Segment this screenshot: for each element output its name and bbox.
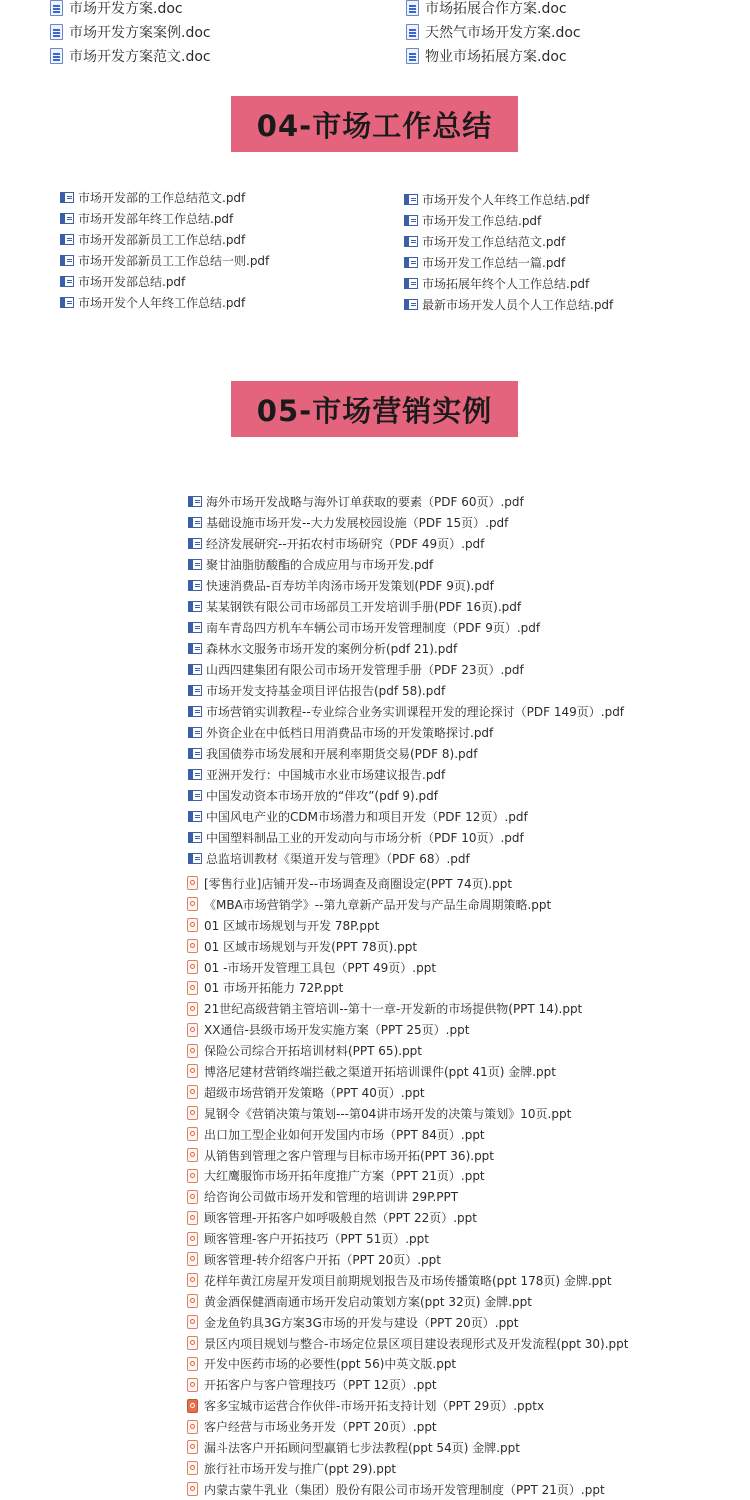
pdf-file-icon <box>188 664 202 675</box>
pptx-file-icon <box>187 1399 198 1413</box>
word-doc-icon <box>50 24 63 40</box>
pdf-file-item[interactable]: 中国塑料制品工业的开发动向与市场分析（PDF 10页）.pdf <box>188 827 624 848</box>
ppt-file-icon <box>187 981 198 995</box>
ppt-file-icon <box>187 1044 198 1058</box>
ppt-file-item[interactable]: 客户经营与市场业务开发（PPT 20页）.ppt <box>187 1416 628 1437</box>
ppt-file-item[interactable]: 给咨询公司做市场开发和管理的培训讲 29P.PPT <box>187 1186 628 1207</box>
word-doc-icon <box>50 0 63 16</box>
ppt-file-item[interactable]: 顾客管理-转介绍客户开拓（PPT 20页）.ppt <box>187 1249 628 1270</box>
pdf-file-item[interactable]: 中国风电产业的CDM市场潜力和项目开发（PDF 12页）.pdf <box>188 806 624 827</box>
pdf-file-item[interactable]: 最新市场开发人员个人工作总结.pdf <box>404 294 613 315</box>
pdf-file-item[interactable]: 海外市场开发战略与海外订单获取的要素（PDF 60页）.pdf <box>188 491 624 512</box>
pdf-file-icon <box>60 213 74 224</box>
pdf-file-icon <box>404 194 418 205</box>
ppt-file-item[interactable]: 黄金酒保健酒南通市场开发启动策划方案(ppt 32页) 金牌.ppt <box>187 1291 628 1312</box>
pdf-file-item[interactable]: 山西四建集团有限公司市场开发管理手册（PDF 23页）.pdf <box>188 659 624 680</box>
pdf-file-item[interactable]: 总监培训教材《渠道开发与管理》（PDF 68）.pdf <box>188 848 624 869</box>
ppt-file-item[interactable]: 内蒙古蒙牛乳业（集团）股份有限公司市场开发管理制度（PPT 21页）.ppt <box>187 1479 628 1500</box>
doc-file-item[interactable]: 市场拓展合作方案.doc <box>406 0 581 20</box>
pdf-file-item[interactable]: 我国债券市场发展和开展利率期货交易(PDF 8).pdf <box>188 743 624 764</box>
ppt-file-icon <box>187 1252 198 1266</box>
pdf-file-item[interactable]: 亚洲开发行：中国城市水业市场建议报告.pdf <box>188 764 624 785</box>
doc-file-item[interactable]: 市场开发方案案例.doc <box>50 20 211 44</box>
section-05-pdf-list <box>188 491 624 869</box>
ppt-file-item[interactable]: 漏斗法客户开拓顾问型赢销七步法教程(ppt 54页) 金牌.ppt <box>187 1437 628 1458</box>
pdf-file-icon <box>188 832 202 843</box>
ppt-file-icon <box>187 1106 198 1120</box>
pdf-file-item[interactable]: 市场开发支持基金项目评估报告(pdf 58).pdf <box>188 680 624 701</box>
pdf-file-item[interactable]: 市场营销实训教程--专业综合业务实训课程开发的理论探讨（PDF 149页）.pdf <box>188 701 624 722</box>
pptx-file-item[interactable]: 客多宝城市运营合作伙伴-市场开拓支持计划（PPT 29页）.pptx <box>187 1395 628 1416</box>
ppt-file-item[interactable]: 保险公司综合开拓培训材料(PPT 65).ppt <box>187 1040 628 1061</box>
ppt-file-icon <box>187 1148 198 1162</box>
doc-file-item[interactable]: 市场开发方案.doc <box>50 0 211 20</box>
ppt-file-item[interactable]: 01 区域市场规划与开发(PPT 78页).ppt <box>187 936 628 957</box>
pdf-file-item[interactable]: 中国发动资本市场开放的“伴攻”(pdf 9).pdf <box>188 785 624 806</box>
pdf-file-icon <box>60 255 74 266</box>
ppt-file-icon <box>187 1002 198 1016</box>
ppt-file-icon <box>187 897 198 911</box>
ppt-file-item[interactable]: 01 市场开拓能力 72P.ppt <box>187 977 628 998</box>
pdf-file-icon <box>188 811 202 822</box>
ppt-file-icon <box>187 1273 198 1287</box>
pdf-file-item[interactable]: 聚甘油脂肪酸酯的合成应用与市场开发.pdf <box>188 554 624 575</box>
ppt-file-icon <box>187 1294 198 1308</box>
ppt-file-icon <box>187 918 198 932</box>
pdf-file-icon <box>404 215 418 226</box>
pdf-file-icon <box>188 496 202 507</box>
pdf-file-item[interactable]: 某某钢铁有限公司市场部员工开发培训手册(PDF 16页).pdf <box>188 596 624 617</box>
ppt-file-icon <box>187 1336 198 1350</box>
pdf-file-icon <box>404 257 418 268</box>
pdf-file-icon <box>188 853 202 864</box>
section-04-left-list <box>60 187 269 313</box>
section-05-title: 05-市场营销实例 <box>231 381 518 437</box>
pdf-file-icon <box>188 685 202 696</box>
section-04-title: 04-市场工作总结 <box>231 96 518 152</box>
ppt-file-icon <box>187 876 198 890</box>
pdf-file-item[interactable]: 南车青岛四方机车车辆公司市场开发管理制度（PDF 9页）.pdf <box>188 617 624 638</box>
ppt-file-icon <box>187 1482 198 1496</box>
pdf-file-icon <box>404 236 418 247</box>
pdf-file-icon <box>188 790 202 801</box>
ppt-file-item[interactable]: 出口加工型企业如何开发国内市场（PPT 84页）.ppt <box>187 1124 628 1145</box>
ppt-file-icon <box>187 1315 198 1329</box>
ppt-file-item[interactable]: [零售行业]店铺开发--市场调查及商圈设定(PPT 74页).ppt <box>187 873 628 894</box>
ppt-file-item[interactable]: 顾客管理-开拓客户如呼吸般自然（PPT 22页）.ppt <box>187 1207 628 1228</box>
section-05-ppt-list <box>187 873 628 1500</box>
pdf-file-item[interactable]: 市场开发部年终工作总结.pdf <box>60 208 269 229</box>
ppt-file-icon <box>187 1127 198 1141</box>
doc-file-item[interactable]: 天然气市场开发方案.doc <box>406 20 581 44</box>
pdf-file-icon <box>188 643 202 654</box>
ppt-file-item[interactable]: 01 区域市场规划与开发 78P.ppt <box>187 915 628 936</box>
pdf-file-item[interactable]: 森林水文服务市场开发的案例分析(pdf 21).pdf <box>188 638 624 659</box>
pdf-file-item[interactable]: 快速消费品-百寿坊羊肉汤市场开发策划(PDF 9页).pdf <box>188 575 624 596</box>
pdf-file-icon <box>188 769 202 780</box>
pdf-file-item[interactable]: 市场开发工作总结范文.pdf <box>404 231 613 252</box>
ppt-file-icon <box>187 1232 198 1246</box>
pdf-file-item[interactable]: 经济发展研究--开拓农村市场研究（PDF 49页）.pdf <box>188 533 624 554</box>
ppt-file-icon <box>187 1378 198 1392</box>
ppt-file-item[interactable]: 博洛尼建材营销终端拦截之渠道开拓培训课件(ppt 41页) 金牌.ppt <box>187 1061 628 1082</box>
ppt-file-item[interactable]: 开拓客户与客户管理技巧（PPT 12页）.ppt <box>187 1374 628 1395</box>
ppt-file-icon <box>187 1357 198 1371</box>
section-04-right-list <box>404 189 613 315</box>
pdf-file-icon <box>404 278 418 289</box>
pdf-file-icon <box>60 192 74 203</box>
ppt-file-icon <box>187 1064 198 1078</box>
doc-file-item[interactable]: 物业市场拓展方案.doc <box>406 44 581 68</box>
ppt-file-item[interactable]: 01 -市场开发管理工具包（PPT 49页）.ppt <box>187 957 628 978</box>
pdf-file-item[interactable]: 市场开发个人年终工作总结.pdf <box>404 189 613 210</box>
ppt-file-icon <box>187 1190 198 1204</box>
ppt-file-icon <box>187 1420 198 1434</box>
top-left-doc-list <box>50 0 211 68</box>
pdf-file-item[interactable]: 市场开发部总结.pdf <box>60 271 269 292</box>
pdf-file-icon <box>188 517 202 528</box>
ppt-file-item[interactable]: 超级市场营销开发策略（PPT 40页）.ppt <box>187 1082 628 1103</box>
ppt-file-icon <box>187 939 198 953</box>
ppt-file-icon <box>187 1211 198 1225</box>
pdf-file-item[interactable]: 基础设施市场开发--大力发展校园设施（PDF 15页）.pdf <box>188 512 624 533</box>
pdf-file-item[interactable]: 市场拓展年终个人工作总结.pdf <box>404 273 613 294</box>
ppt-file-icon <box>187 1440 198 1454</box>
pdf-file-icon <box>188 580 202 591</box>
pdf-file-item[interactable]: 市场开发部的工作总结范文.pdf <box>60 187 269 208</box>
ppt-file-item[interactable]: 大红鹰服饰市场开拓年度推广方案（PPT 21页）.ppt <box>187 1165 628 1186</box>
word-doc-icon <box>50 48 63 64</box>
pdf-file-icon <box>60 276 74 287</box>
pdf-file-item[interactable]: 外资企业在中低档日用消费品市场的开发策略探讨.pdf <box>188 722 624 743</box>
pdf-file-item[interactable]: 市场开发工作总结一篇.pdf <box>404 252 613 273</box>
ppt-file-item[interactable]: XX通信-县级市场开发实施方案（PPT 25页）.ppt <box>187 1019 628 1040</box>
pdf-file-icon <box>188 559 202 570</box>
ppt-file-icon <box>187 1023 198 1037</box>
ppt-file-icon <box>187 1085 198 1099</box>
ppt-file-icon <box>187 1461 198 1475</box>
pdf-file-item[interactable]: 市场开发部新员工工作总结一则.pdf <box>60 250 269 271</box>
pdf-file-icon <box>188 601 202 612</box>
doc-file-item[interactable]: 市场开发方案范文.doc <box>50 44 211 68</box>
pdf-file-icon <box>188 538 202 549</box>
pdf-file-icon <box>404 299 418 310</box>
ppt-file-item[interactable]: 《MBA市场营销学》--第九章新产品开发与产品生命周期策略.ppt <box>187 894 628 915</box>
ppt-file-item[interactable]: 顾客管理-客户开拓技巧（PPT 51页）.ppt <box>187 1228 628 1249</box>
ppt-file-item[interactable]: 开发中医药市场的必要性(ppt 56)中英文版.ppt <box>187 1353 628 1374</box>
top-right-doc-list <box>406 0 581 68</box>
ppt-file-item[interactable]: 花样年黄江房屋开发项目前期规划报告及市场传播策略(ppt 178页) 金牌.ppt <box>187 1270 628 1291</box>
ppt-file-item[interactable]: 金龙鱼钓具3G方案3G市场的开发与建设（PPT 20页）.ppt <box>187 1312 628 1333</box>
word-doc-icon <box>406 24 419 40</box>
ppt-file-item[interactable]: 景区内项目规划与整合-市场定位景区项目建设表现形式及开发流程(ppt 30).ppt <box>187 1333 628 1354</box>
pdf-file-icon <box>188 748 202 759</box>
ppt-file-item[interactable]: 从销售到管理之客户管理与目标市场开拓(PPT 36).ppt <box>187 1145 628 1166</box>
ppt-file-item[interactable]: 旅行社市场开发与推广(ppt 29).ppt <box>187 1458 628 1479</box>
ppt-file-item[interactable]: 21世纪高级营销主管培训--第十一章-开发新的市场提供物(PPT 14).ppt <box>187 998 628 1019</box>
pdf-file-icon <box>60 297 74 308</box>
ppt-file-icon <box>187 1169 198 1183</box>
pdf-file-icon <box>188 622 202 633</box>
ppt-file-item[interactable]: 晁钢令《营销决策与策划---第04讲市场开发的决策与策划》10页.ppt <box>187 1103 628 1124</box>
pdf-file-icon <box>188 706 202 717</box>
pdf-file-item[interactable]: 市场开发工作总结.pdf <box>404 210 613 231</box>
ppt-file-icon <box>187 960 198 974</box>
pdf-file-icon <box>60 234 74 245</box>
pdf-file-item[interactable]: 市场开发个人年终工作总结.pdf <box>60 292 269 313</box>
pdf-file-icon <box>188 727 202 738</box>
pdf-file-item[interactable]: 市场开发部新员工工作总结.pdf <box>60 229 269 250</box>
word-doc-icon <box>406 48 419 64</box>
word-doc-icon <box>406 0 419 16</box>
